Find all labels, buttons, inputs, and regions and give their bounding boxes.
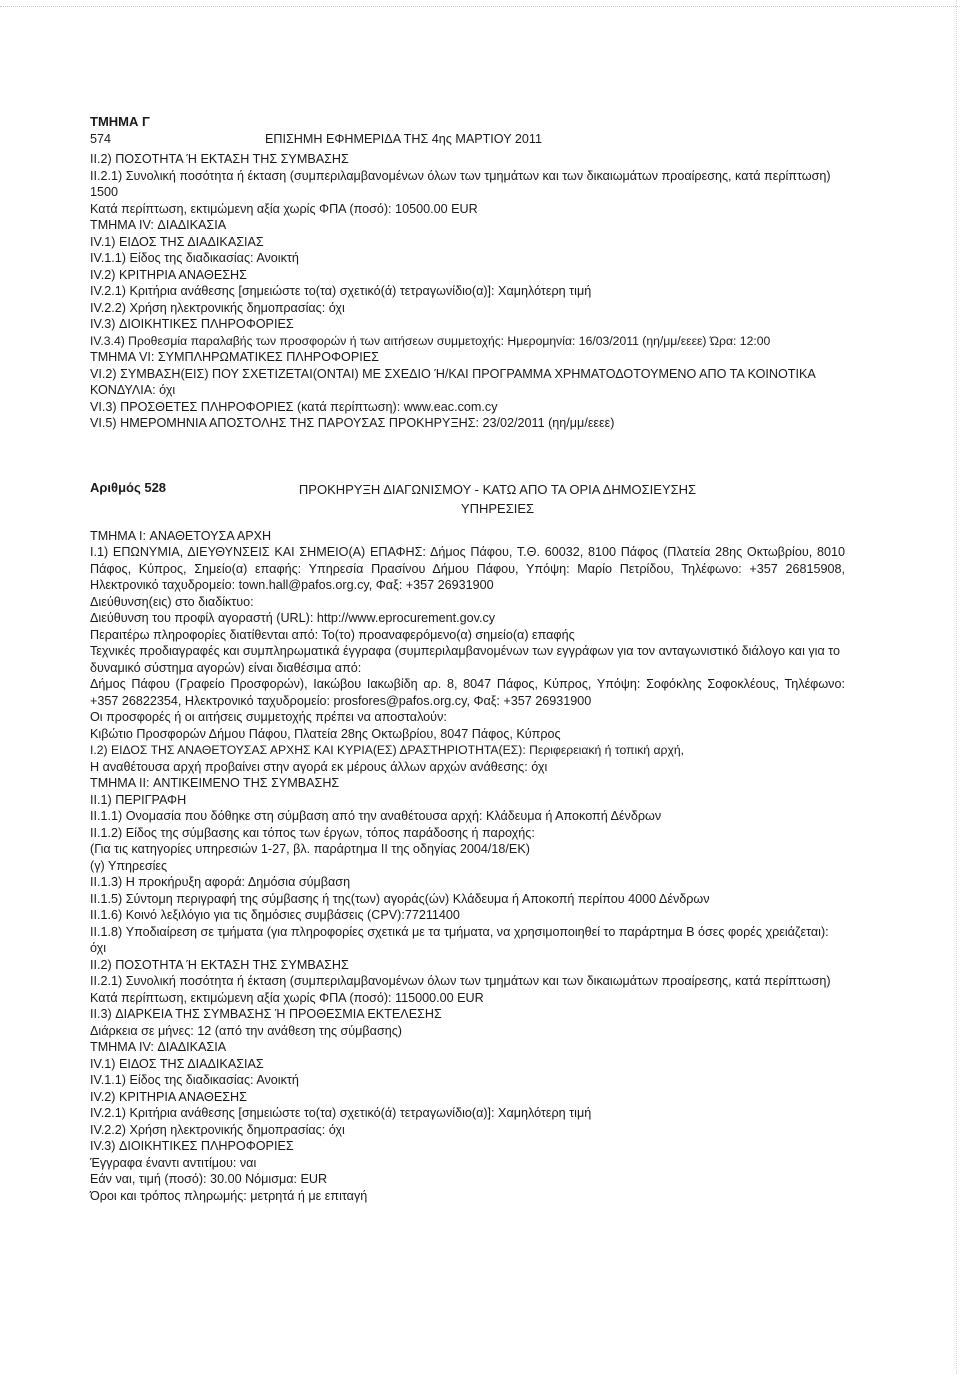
text-line: IV.3) ΔΙΟΙΚΗΤΙΚΕΣ ΠΛΗΡΟΦΟΡΙΕΣ [90,317,294,331]
text-line: II.1.1) Ονομασία που δόθηκε στη σύμβαση από την αναθέτουσα αρχή: Κλάδευμα ή Αποκοπή Δένδρων [90,809,662,823]
text-line: Περαιτέρω πληροφορίες διατίθενται από: Το(το) προαναφερόμενο(α) σημείο(α) επαφής [90,627,575,642]
scan-border-right [956,0,957,1374]
gazette-title: ΕΠΙΣΗΜΗ ΕΦΗΜΕΡΙΔΑ ΤΗΣ 4ης ΜΑΡΤΙΟΥ 2011 [265,131,542,146]
text-line: IV.2) ΚΡΙΤΗΡΙΑ ΑΝΑΘΕΣΗΣ [90,1089,247,1104]
text-paragraph: Τεχνικές προδιαγραφές και συμπληρωματικά έγγραφα (συμπεριλαμβανομένων των εγγράφων για τον ανταγωνιστικό διάλογο και για το δυναμικό σύστημα αγορών) είναι διαθέσιμα από: [90,644,841,675]
text-paragraph: II.1.8) Υποδιαίρεση σε τμήματα (για πληροφορίες σχετικά με τα τμήματα, να χρησιμοποιηθεί το παράρτημα Β όσες φορές χρειάζεται): όχι [90,924,829,955]
text-line: II.1.6) Κοινό λεξιλόγιο για τις δημόσιες συμβάσεις (CPV):77211400 [90,908,460,922]
notice-title-line: ΠΡΟΚΗΡΥΞΗ ΔΙΑΓΩΝΙΣΜΟΥ - ΚΑΤΩ ΑΠΟ ΤΑ ΟΡΙΑ ΔΗΜΟΣΙΕΥΣΗΣ [298,481,697,497]
text-paragraph: I.1) ΕΠΩΝΥΜΙΑ, ΔΙΕΥΘΥΝΣΕΙΣ ΚΑΙ ΣΗΜΕΙΟ(Α) ΕΠΑΦΗΣ: Δήμος Πάφου, Τ.Θ. 60032, 8100 Πάφος (Πλατεία 28ης Οκτωβρίου, 8010 Πάφος, Κύπρος, Σημείο(α) επαφής: Υπηρεσία Πρασίνου Δήμου Πάφου, Υπόψη: Μαρίο Πετρίδου, Τηλέφωνο: +357 26815908, Ηλεκτρονικό ταχυδρομείο: town.hall@pafos.org.cy, Φαξ: +357 26931900 [90,545,845,592]
notice-header [90,480,845,518]
notice-title [230,480,845,518]
text-line: Έγγραφα έναντι αντιτίμου: ναι [90,1155,257,1170]
text-line: II.2) ΠΟΣΟΤΗΤΑ Ή ΕΚΤΑΣΗ ΤΗΣ ΣΥΜΒΑΣΗΣ [90,957,349,972]
text-line: IV.2.1) Κριτήρια ανάθεσης [σημειώστε το(τα) σχετικό(ά) τετραγωνίδιο(α)]: Χαμηλότερη τιμή [90,1106,592,1120]
text-line: VI.2) ΣΥΜΒΑΣΗ(ΕΙΣ) ΠΟΥ ΣΧΕΤΙΖΕΤΑΙ(ΟΝΤΑΙ) ΜΕ ΣΧΕΔΙΟ Ή/ΚΑΙ ΠΡΟΓΡΑΜΜΑ ΧΡΗΜΑΤΟΔΟΤΟΥΜΕΝΟ ΑΠΟ ΤΑ ΚΟΙΝΟΤΙΚΑ ΚΟΝΔΥΛΙΑ: όχι [90,366,816,397]
text-line: IV.2) ΚΡΙΤΗΡΙΑ ΑΝΑΘΕΣΗΣ [90,267,247,282]
text-line: II.3) ΔΙΑΡΚΕΙΑ ΤΗΣ ΣΥΜΒΑΣΗΣ Ή ΠΡΟΘΕΣΜΙΑ ΕΚΤΕΛΕΣΗΣ [90,1007,442,1021]
text-line: II.1.3) Η προκήρυξη αφορά: Δημόσια σύμβαση [90,875,351,889]
text-line: IV.2.2) Χρήση ηλεκτρονικής δημοπρασίας: όχι [90,1122,345,1137]
page-content [90,114,845,1204]
text-line: I.2) ΕΙΔΟΣ ΤΗΣ ΑΝΑΘΕΤΟΥΣΑΣ ΑΡΧΗΣ ΚΑΙ ΚΥΡΙΑ(ΕΣ) ΔΡΑΣΤΗΡΙΟΤΗΤΑ(ΕΣ): Περιφερειακή ή τοπική αρχή, [90,743,685,757]
section-heading: ΤΜΗΜΑ I: ΑΝΑΘΕΤΟΥΣΑ ΑΡΧΗ [90,528,272,543]
text-line: II.2) ΠΟΣΟΤΗΤΑ Ή ΕΚΤΑΣΗ ΤΗΣ ΣΥΜΒΑΣΗΣ [90,152,349,166]
text-line: (γ) Υπηρεσίες [90,858,168,873]
text-line: VI.3) ΠΡΟΣΘΕΤΕΣ ΠΛΗΡΟΦΟΡΙΕΣ (κατά περίπτωση): www.eac.com.cy [90,399,498,414]
text-line: (Για τις κατηγορίες υπηρεσιών 1-27, βλ. παράρτημα II της οδηγίας 2004/18/ΕΚ) [90,842,530,856]
text-line: Κιβώτιο Προσφορών Δήμου Πάφου, Πλατεία 28ης Οκτωβρίου, 8047 Πάφος, Κύπρος [90,726,561,741]
running-header [90,131,845,148]
text-line: IV.3) ΔΙΟΙΚΗΤΙΚΕΣ ΠΛΗΡΟΦΟΡΙΕΣ [90,1139,294,1153]
notice-528-body [90,528,845,1205]
notice-title-line: ΥΠΗΡΕΣΙΕΣ [460,500,535,516]
text-paragraph: Δήμος Πάφου (Γραφείο Προσφορών), Ιακώβου Ιακωβίδη αρ. 8, 8047 Πάφος, Κύπρος, Υπόψη: Σοφόκλης Σοφοκλέους, Τηλέφωνο: +357 26822354, Ηλεκτρονικό ταχυδρομείο: prosfores@pafos.org.cy, Φαξ: +357 26931900 [90,677,845,708]
text-line: IV.1) ΕΙΔΟΣ ΤΗΣ ΔΙΑΔΙΚΑΣΙΑΣ [90,234,264,249]
scan-border-top [0,6,960,7]
text-line: Διεύθυνση(εις) στο διαδίκτυο: [90,594,254,609]
text-line: IV.1.1) Είδος της διαδικασίας: Ανοικτή [90,1073,299,1087]
text-line: IV.1) ΕΙΔΟΣ ΤΗΣ ΔΙΑΔΙΚΑΣΙΑΣ [90,1056,264,1071]
text-line: IV.3.4) Προθεσμία παραλαβής των προσφορών ή των αιτήσεων συμμετοχής: Ημερομηνία: 16/03/2011 (ηη/μμ/εεεε) Ώρα: 12:00 [90,333,771,348]
notice-number: Αριθμός 528 [90,479,167,495]
section-heading: ΤΜΗΜΑ IV: ΔΙΑΔΙΚΑΣΙΑ [90,218,227,232]
notice-527-continuation [90,151,845,432]
text-line: Κατά περίπτωση, εκτιμώμενη αξία χωρίς ΦΠΑ (ποσό): 10500.00 EUR [90,201,478,216]
text-line: Όροι και τρόπος πληρωμής: μετρητά ή με επιταγή [90,1188,368,1203]
text-line: Εάν ναι, τιμή (ποσό): 30.00 Νόμισμα: EUR [90,1172,328,1186]
text-line: IV.1.1) Είδος της διαδικασίας: Ανοικτή [90,251,299,265]
text-line: Διεύθυνση του προφίλ αγοραστή (URL): http://www.eprocurement.gov.cy [90,611,496,625]
text-paragraph: II.2.1) Συνολική ποσότητα ή έκταση (συμπεριλαμβανομένων όλων των τμημάτων και των δικαιωμάτων προαίρεσης, κατά περίπτωση) [90,974,831,988]
text-line: Η αναθέτουσα αρχή προβαίνει στην αγορά εκ μέρους άλλων αρχών ανάθεσης: όχι [90,759,548,774]
page-number: 574 [90,131,112,146]
text-line: IV.2.1) Κριτήρια ανάθεσης [σημειώστε το(τα) σχετικό(ά) τετραγωνίδιο(α)]: Χαμηλότερη τιμή [90,284,592,298]
section-heading: ΤΜΗΜΑ IV: ΔΙΑΔΙΚΑΣΙΑ [90,1040,227,1054]
text-line: Κατά περίπτωση, εκτιμώμενη αξία χωρίς ΦΠΑ (ποσό): 115000.00 EUR [90,990,484,1005]
text-line: IV.2.2) Χρήση ηλεκτρονικής δημοπρασίας: όχι [90,300,345,315]
text-line: VI.5) ΗΜΕΡΟΜΗΝΙΑ ΑΠΟΣΤΟΛΗΣ ΤΗΣ ΠΑΡΟΥΣΑΣ ΠΡΟΚΗΡΥΞΗΣ: 23/02/2011 (ηη/μμ/εεεε) [90,416,615,430]
text-line: II.1) ΠΕΡΙΓΡΑΦΗ [90,792,187,807]
text-line: Οι προσφορές ή οι αιτήσεις συμμετοχής πρέπει να αποσταλούν: [90,710,447,724]
section-heading: ΤΜΗΜΑ VI: ΣΥΜΠΛΗΡΩΜΑΤΙΚΕΣ ΠΛΗΡΟΦΟΡΙΕΣ [90,350,379,364]
text-line: Διάρκεια σε μήνες: 12 (από την ανάθεση της σύμβασης) [90,1023,402,1038]
section-heading: ΤΜΗΜΑ II: ΑΝΤΙΚΕΙΜΕΝΟ ΤΗΣ ΣΥΜΒΑΣΗΣ [90,776,340,790]
section-label: ΤΜΗΜΑ Γ [90,114,150,129]
text-line: II.1.5) Σύντομη περιγραφή της σύμβασης ή της(των) αγοράς(ών) Κλάδευμα ή Αποκοπή περίπου 4000 Δένδρων [90,891,710,906]
text-line: II.1.2) Είδος της σύμβασης και τόπος των έργων, τόπος παράδοσης ή παροχής: [90,825,535,840]
text-line: II.2.1) Συνολική ποσότητα ή έκταση (συμπεριλαμβανομένων όλων των τμημάτων και των δικαιωμάτων προαίρεσης, κατά περίπτωση) 1500 [90,168,831,199]
